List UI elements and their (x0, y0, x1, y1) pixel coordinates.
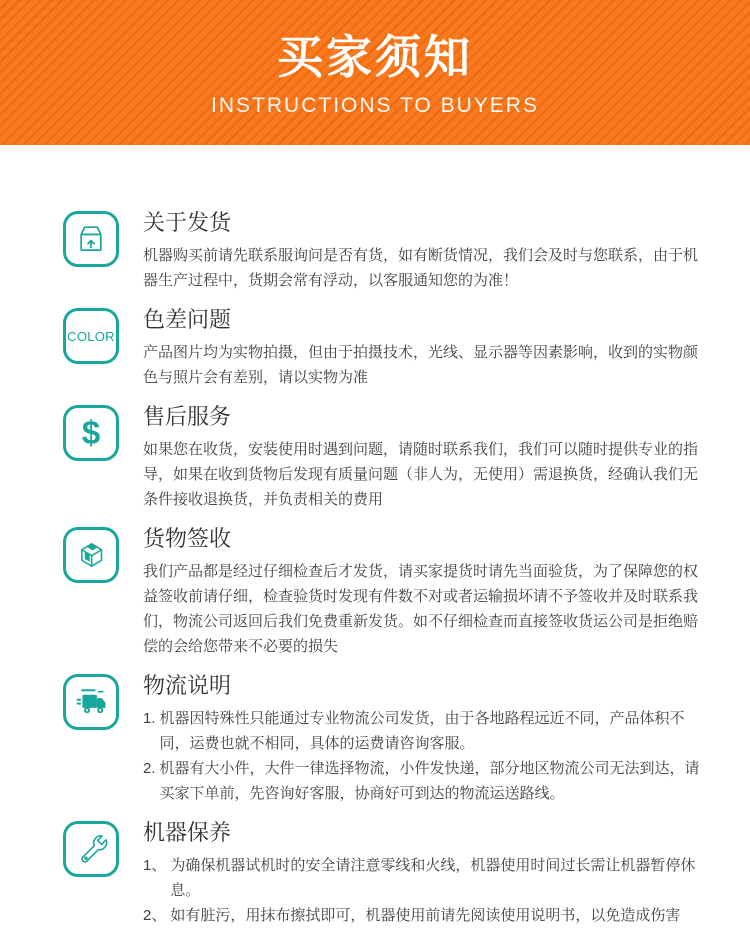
section-color-difference (63, 306, 706, 390)
list-marker: 1. (143, 710, 156, 727)
section-title: 关于发货 (143, 210, 232, 235)
section-list (143, 853, 706, 928)
section-content (143, 525, 706, 659)
list-text: 机器有大小件，大件一律选择物流，小件发快递，部分地区物流公司无法到达，请买家下单前，先咨询好客服，协商好可到达的物流运送路线。 (159, 760, 700, 802)
list-marker: 2、 (143, 907, 167, 924)
package-icon (63, 211, 119, 267)
section-title: 物流说明 (143, 673, 232, 698)
list-marker: 2. (143, 760, 156, 777)
section-maintenance (63, 819, 706, 928)
section-logistics (63, 672, 706, 806)
dollar-icon (63, 405, 119, 461)
list-text: 如有脏污，用抹布擦拭即可，机器使用前请先阅读使用说明书，以免造成伤害 (170, 907, 681, 924)
section-list (143, 706, 706, 806)
section-title: 货物签收 (143, 526, 232, 551)
section-content (143, 209, 706, 293)
section-body: 我们产品都是经过仔细检查后才发货，请买家提货时请先当面验货，为了保障您的权益签收前请仔细，检查验货时发现有件数不对或者运输损坏请不予签收并及时联系我们，物流公司返回后我们免费重新发货。如不仔细检查而直接签收货运公司是拒绝赔偿的会给您带来不必要的损失 (143, 563, 699, 655)
dollar-glyph: $ (81, 413, 101, 451)
notice-sections (0, 209, 750, 928)
list-item (143, 853, 706, 903)
list-item (143, 903, 706, 928)
color-swatch-icon (63, 308, 119, 364)
list-item (143, 706, 706, 756)
wrench-icon (63, 821, 119, 877)
section-title: 色差问题 (143, 307, 232, 332)
section-content (143, 403, 706, 512)
page-subtitle: INSTRUCTIONS TO BUYERS (211, 94, 539, 117)
section-content (143, 819, 706, 928)
delivery-truck-icon (63, 674, 119, 730)
list-text: 机器因特殊性只能通过专业物流公司发货，由于各地路程远近不同，产品体积不同，运费也就不相同，具体的运费请咨询客服。 (159, 710, 685, 752)
section-goods-receipt (63, 525, 706, 659)
section-body: 产品图片均为实物拍摄，但由于拍摄技术，光线、显示器等因素影响，收到的实物颜色与照片会有差别，请以实物为准 (143, 344, 699, 386)
list-marker: 1、 (143, 857, 167, 874)
section-shipping (63, 209, 706, 293)
section-title: 机器保养 (143, 820, 232, 845)
section-content (143, 672, 706, 806)
section-after-sales (63, 403, 706, 512)
section-body: 机器购买前请先联系服询问是否有货，如有断货情况，我们会及时与您联系，由于机器生产过程中，货期会常有浮动，以客服通知您的为准！ (143, 247, 699, 289)
section-content (143, 306, 706, 390)
page-title: 买家须知 (277, 31, 473, 83)
section-body: 如果您在收货，安装使用时遇到问题，请随时联系我们，我们可以随时提供专业的指导，如果在收到货物后发现有质量问题（非人为，无使用）需退换货，经确认我们无条件接收退换货，并负责相关的费用 (143, 441, 699, 508)
list-text: 为确保机器试机时的安全请注意零线和火线，机器使用时间过长需让机器暂停休息。 (170, 857, 696, 899)
section-title: 售后服务 (143, 404, 232, 429)
color-swatch-label: COLOR (67, 328, 115, 344)
header-banner (0, 0, 750, 145)
list-item (143, 756, 706, 806)
parcel-box-icon (63, 527, 119, 583)
